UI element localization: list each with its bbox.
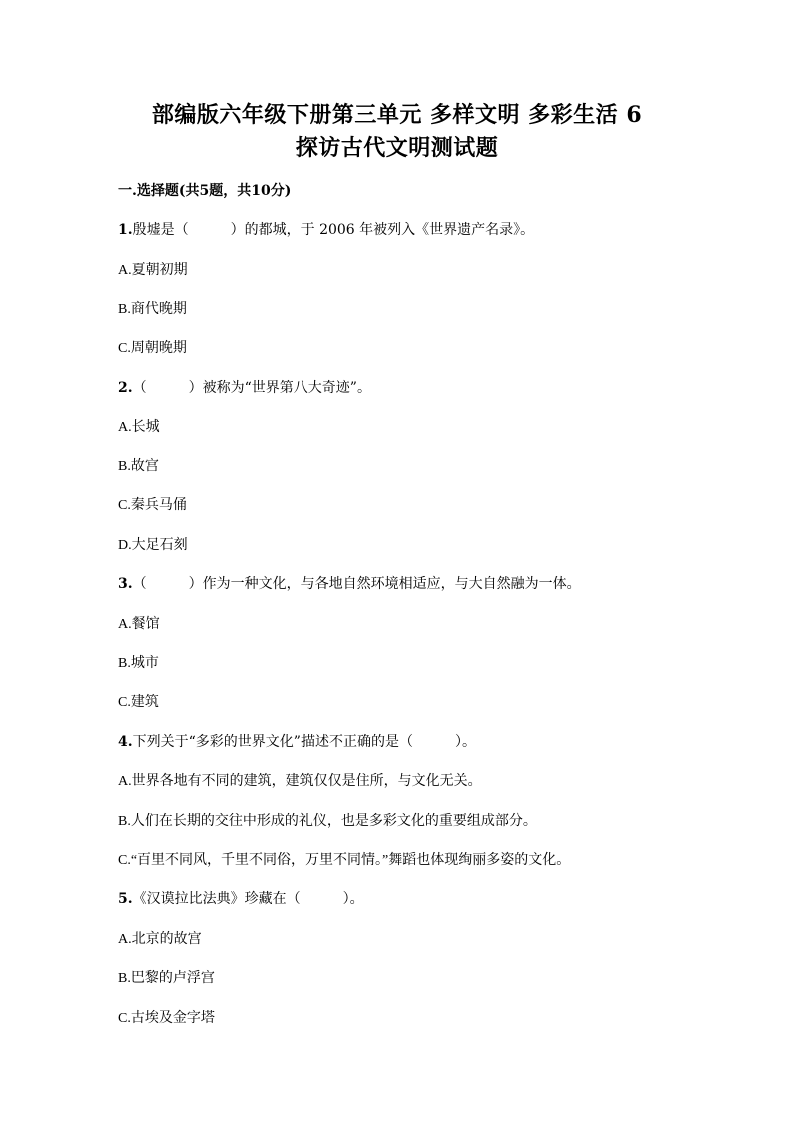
option-1a: A.夏朝初期 bbox=[118, 263, 188, 278]
question-number: 4. bbox=[118, 734, 133, 750]
section-heading: 一.选择题(共5题，共10分) bbox=[118, 183, 292, 199]
option-4c: C.“百里不同风，千里不同俗，万里不同情。”舞蹈也体现绚丽多姿的文化。 bbox=[118, 853, 571, 868]
option-5b: B.巴黎的卢浮宫 bbox=[118, 971, 215, 986]
question-4 bbox=[118, 731, 476, 751]
question-number: 3. bbox=[118, 576, 133, 592]
question-number: 2. bbox=[118, 380, 133, 396]
option-2d: D.大足石刻 bbox=[118, 538, 188, 553]
option-1b: B.商代晚期 bbox=[118, 302, 187, 317]
question-stem: 下列关于“多彩的世界文化”描述不正确的是（ ）。 bbox=[132, 734, 476, 750]
option-1c: C.周朝晚期 bbox=[118, 341, 187, 356]
option-5a: A.北京的故宫 bbox=[118, 932, 202, 947]
option-3c: C.建筑 bbox=[118, 695, 159, 710]
option-2a: A.长城 bbox=[118, 420, 160, 435]
option-4b: B.人们在长期的交往中形成的礼仪，也是多彩文化的重要组成部分。 bbox=[118, 814, 537, 829]
option-4a: A.世界各地有不同的建筑，建筑仅仅是住所，与文化无关。 bbox=[118, 774, 482, 789]
option-3a: A.餐馆 bbox=[118, 617, 160, 632]
question-stem: （ ）作为一种文化，与各地自然环境相适应，与大自然融为一体。 bbox=[132, 576, 581, 592]
question-stem: 《汉谟拉比法典》珍藏在（ ）。 bbox=[132, 891, 364, 907]
question-2 bbox=[118, 377, 371, 397]
option-2c: C.秦兵马俑 bbox=[118, 498, 187, 513]
option-2b: B.故宫 bbox=[118, 459, 159, 474]
question-1 bbox=[118, 219, 534, 239]
option-5c: C.古埃及金字塔 bbox=[118, 1011, 215, 1026]
page-title-line-2: 探访古代文明测试题 bbox=[295, 135, 499, 161]
question-number: 1. bbox=[118, 222, 133, 238]
question-5 bbox=[118, 888, 364, 908]
question-number: 5. bbox=[118, 891, 133, 907]
question-stem: （ ）被称为“世界第八大奇迹”。 bbox=[132, 380, 371, 396]
question-stem: 殷墟是（ ）的都城，于 2006 年被列入《世界遗产名录》。 bbox=[132, 222, 535, 238]
page-title-line-1: 部编版六年级下册第三单元 多样文明 多彩生活 6 bbox=[151, 102, 643, 128]
option-3b: B.城市 bbox=[118, 656, 159, 671]
question-3 bbox=[118, 573, 581, 593]
